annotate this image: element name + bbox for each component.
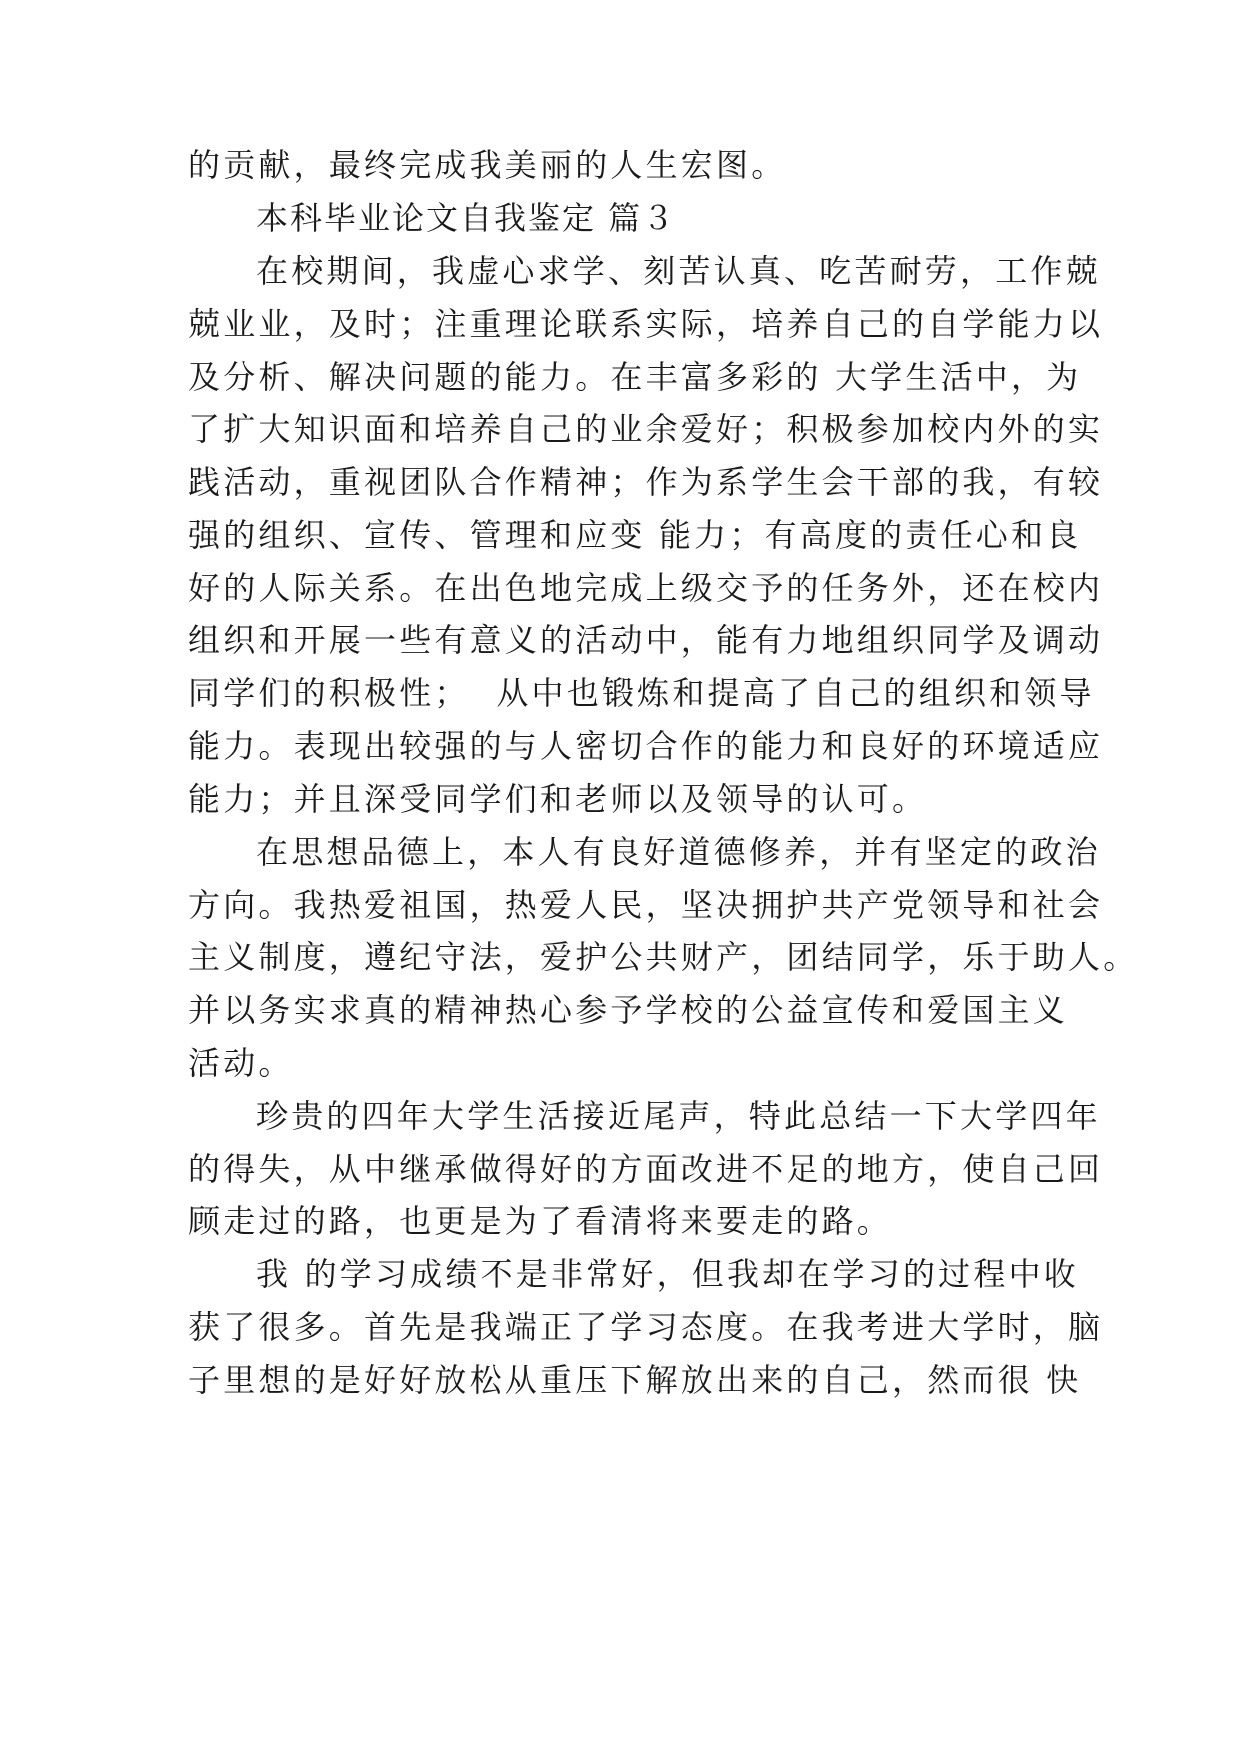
text-line: 子里想的是好好放松从重压下解放出来的自己，然而很 快 [188, 1361, 1082, 1399]
text-line: 及分析、解决问题的能力。在丰富多彩的 大学生活中，为 [188, 358, 1082, 396]
text-line: 好的人际关系。在出色地完成上级交予的任务外，还在校内 [188, 569, 1104, 607]
text-line: 方向。我热爱祖国，热爱人民，坚决拥护共产党领导和社会 [188, 886, 1104, 924]
text-line: 了扩大知识面和培养自己的业余爱好；积极参加校内外的实 [188, 410, 1104, 448]
text-line: 的贡献，最终完成我美丽的人生宏图。 [188, 146, 787, 184]
text-line: 能力；并且深受同学们和老师以及领导的认可。 [188, 780, 928, 818]
text-line: 并以务实求真的精神热心参予学校的公益宣传和爱国主义 [188, 991, 1069, 1029]
text-line: 组织和开展一些有意义的活动中，能有力地组织同学及调动 [188, 621, 1104, 659]
text-line: 能力。表现出较强的与人密切合作的能力和良好的环境适应 [188, 727, 1104, 765]
text-line: 我 的学习成绩不是非常好，但我却在学习的过程中收 [256, 1255, 1079, 1293]
text-line: 兢业业，及时；注重理论联系实际，培养自己的自学能力以 [188, 305, 1104, 343]
text-line: 在思想品德上，本人有良好道德修养，并有坚定的政治 [256, 833, 1101, 871]
text-line: 主义制度，遵纪守法，爱护公共财产，团结同学，乐于助人。 [188, 938, 1139, 976]
text-line: 的得失，从中继承做得好的方面改进不足的地方，使自己回 [188, 1150, 1104, 1188]
section-heading: 本科毕业论文自我鉴定 篇３ [256, 199, 677, 237]
text-line: 获了很多。首先是我端正了学习态度。在我考进大学时，脑 [188, 1308, 1104, 1346]
text-line: 践活动，重视团队合作精神；作为系学生会干部的我，有较 [188, 463, 1104, 501]
text-line: 顾走过的路，也更是为了看清将来要走的路。 [188, 1202, 893, 1240]
text-line: 同学们的积极性； 从中也锻炼和提高了自己的组织和领导 [188, 674, 1095, 712]
text-line: 珍贵的四年大学生活接近尾声，特此总结一下大学四年 [256, 1097, 1101, 1135]
text-line: 在校期间，我虚心求学、刻苦认真、吃苦耐劳，工作兢 [256, 252, 1101, 290]
text-line: 活动。 [188, 1044, 294, 1082]
text-line: 强的组织、宣传、管理和应变 能力；有高度的责任心和良 [188, 516, 1082, 554]
